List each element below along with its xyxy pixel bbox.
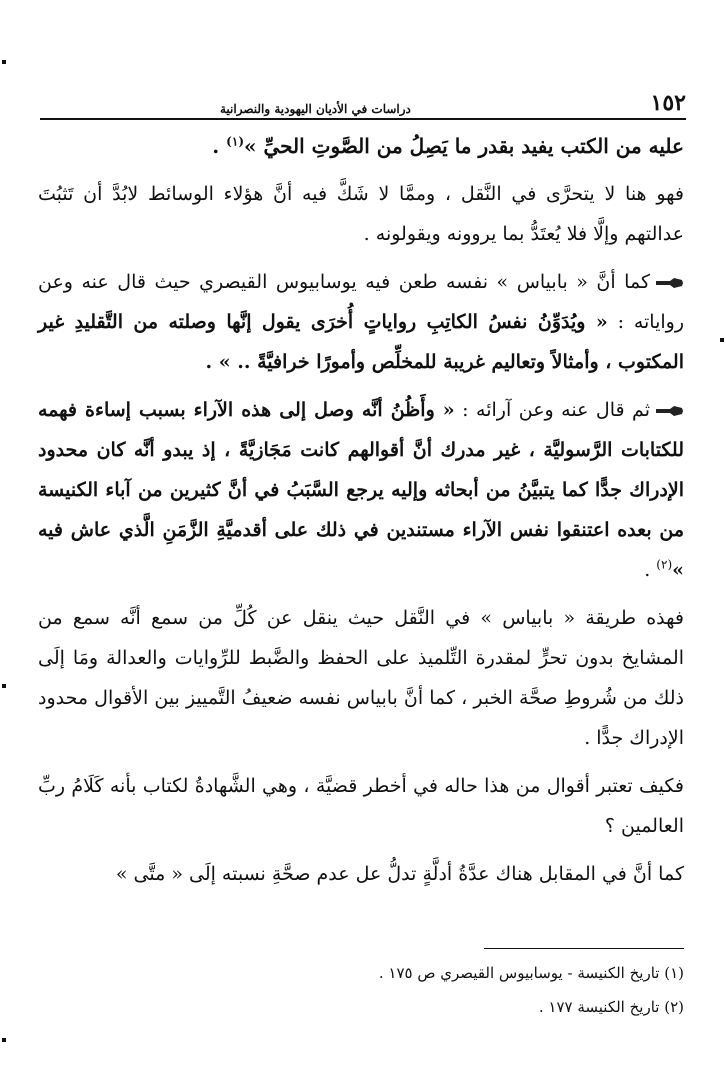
paragraph-3-quote: « ويُدَوِّنُ نفسُ الكاتِبِ رواياتٍ أُخرَى يقول إنَّها وصلته من التَّقليدِ غير المكتوب ، وأمثالاً وتعاليم غريبة للمخلِّص وأمورًا خرافيَّةً .. » . bbox=[38, 311, 684, 373]
paragraph-5: فهذه طريقة « بابياس » في النَّقل حيث ينقل عن كُلِّ من سمع أنَّه سمع من المشايخ بدون تحرٍّ لمقدرة التِّلميذ على الحفظ والضَّبط للرِّوايات والعدالة ومَا إلَى ذلك من شُروطِ صحَّة الخبر ، كما أنَّ بابياس نفسه ضعيفُ التَّمييز بين الأقوال محدود الإدراك جدًّا . bbox=[38, 607, 684, 749]
pointing-hand-icon bbox=[656, 406, 684, 416]
pointing-hand-icon bbox=[656, 278, 684, 288]
page-body bbox=[38, 126, 684, 894]
footnotes bbox=[38, 956, 684, 1024]
paragraph-1 bbox=[38, 126, 684, 166]
header-divider bbox=[40, 118, 686, 120]
paragraph-4-quote: « وأَظُنُ أنَّه وصل إلى هذه الآراء بسبب إساءة فهمه للكتابات الرَّسوليَّة ، غير مدرك أنَّ أقوالهم كانت مَجَازيَّةً ، إذ يبدو أنَّه كان محدود الإدراك جدًّا كما يتبيَّنُ من أبحاثه وإليه يرجع السَّبَبُ في أنَّ كثيرين من آباء الكنيسة من بعده اعتنقوا نفس الآراء مستندين في ذلك على أقدميَّةِ الزَّمَنِ الَّذي عاش فيه » bbox=[38, 399, 684, 581]
footnote-ref-2: (٢) bbox=[656, 557, 673, 572]
paragraph-1-end: . bbox=[212, 134, 220, 158]
paragraph-7: كما أنَّ في المقابل هناك عدَّةُ أدلَّةٍ تدلُّ عل عدم صحَّةِ نسبته إلَى « متَّى » bbox=[115, 863, 684, 885]
footnote-ref-1: (١) bbox=[226, 134, 244, 149]
paragraph-4-intro: ثم قال عنه وعن آرائه : bbox=[462, 399, 650, 421]
paragraph-3-intro: كما أنَّ « بابياس » نفسه طعن فيه يوسابيوس القيصري حيث قال عنه وعن رواياته : bbox=[38, 271, 684, 333]
footnote-divider bbox=[484, 948, 684, 949]
page-number: ١٥٢ bbox=[650, 90, 686, 116]
paragraph-3 bbox=[38, 262, 684, 382]
page-header bbox=[40, 88, 686, 116]
margin-mark bbox=[2, 60, 6, 64]
paragraph-6: فكيف تعتبر أقوال من هذا حاله في أخطر قضيَّة ، وهي الشَّهادةُ لكتاب بأنه كَلَامُ ربِّ العالمين ؟ bbox=[38, 775, 684, 837]
running-title: دراسات في الأديان اليهودية والنصرانية bbox=[220, 102, 411, 116]
footnote-1: (١) تاريخ الكنيسة - يوسابيوس القيصري ص ١٧٥ . bbox=[378, 964, 684, 982]
paragraph-1-text: عليه من الكتب يفيد بقدر ما يَصِلُ من الصَّوتِ الحيِّ » bbox=[244, 134, 684, 158]
footnote-2: (٢) تاريخ الكنيسة ١٧٧ . bbox=[538, 998, 684, 1016]
paragraph-4 bbox=[38, 390, 684, 590]
margin-mark bbox=[2, 1038, 6, 1042]
margin-mark bbox=[2, 684, 6, 688]
margin-mark bbox=[720, 338, 724, 342]
paragraph-2: فهو هنا لا يتحرَّى في النَّقل ، وممَّا لا شَكَّ فيه أنَّ هؤلاء الوسائط لابُدَّ أن تَثبُتَ عدالتهم وإلَّا فلا يُعتَدُّ بما يروونه ويقولونه . bbox=[38, 183, 684, 245]
paragraph-4-end: . bbox=[644, 559, 651, 581]
